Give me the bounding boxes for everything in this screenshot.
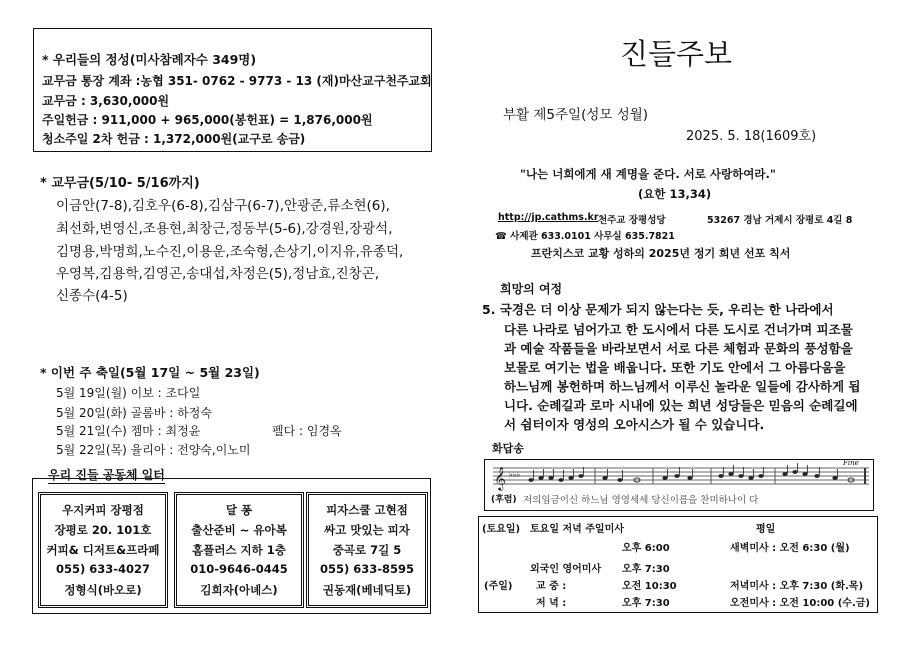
offering-tithe-total: 교무금 : 3,630,000원	[42, 94, 170, 108]
hope-line: 보물로 여기는 법을 배웁니다. 또한 기도 안에서 그 아름다움을	[504, 360, 846, 375]
gospel-reference: (요한 13,34)	[638, 187, 712, 201]
community-title: 우리 진들 공동체 일터	[48, 468, 165, 482]
tithe-line: 김명용,박명희,노수진,이용운,조숙형,손상기,이지유,유종덕,	[56, 244, 404, 260]
feast-line: 5월 20일(화) 골롬바 : 하정숙	[56, 406, 212, 420]
hope-line: 5. 국경은 더 이상 문제가 되지 않는다는 듯, 우리는 한 나라에서	[482, 302, 834, 317]
tithe-line: 우영복,김용학,김영곤,송대섭,차정은(5),정남효,진창곤,	[56, 266, 380, 282]
bulletin-title: 진들주보	[620, 37, 733, 71]
weekday-evening: 저녁미사 : 오후 7:30 (화.목)	[730, 581, 864, 592]
sun-label: (주일)	[484, 581, 513, 592]
hope-line: 니다. 순례길과 로마 시내에 있는 희년 성당들은 믿음의 순례길에	[504, 398, 858, 413]
psalm-fine: Fine	[843, 459, 859, 467]
feast-line: 5월 19일(월) 이보 : 조다일	[56, 386, 201, 400]
parish-address: 53267 경남 거제시 장평로 4길 8	[707, 215, 853, 226]
morning-mass: 교 중 :	[536, 581, 567, 592]
hope-line: 다른 나라로 넘어가고 한 도시에서 다른 도시로 건너가며 피조물	[504, 322, 853, 337]
hope-title: 희망의 여정	[500, 282, 563, 296]
gospel-quote: "나는 너희에게 새 계명을 준다. 서로 사랑하여라."	[520, 167, 776, 181]
feast-line: 5월 22일(목) 율리아 : 전양숙,이노미	[56, 443, 251, 457]
offering-second: 청소주일 2차 헌금 : 1,372,000원(교구로 송금)	[42, 132, 306, 146]
workplace-box-pizza: 피자스쿨 고현점 싸고 맛있는 피자 중곡로 7길 5 055) 633-8595 권동재(베네딕토)	[306, 492, 428, 608]
feast-line: 5월 21일(수) 젬마 : 최정윤	[56, 424, 201, 438]
liturgy-name: 부활 제5주일(성모 성월)	[503, 107, 649, 123]
foreign-time: 오후 7:30	[622, 564, 670, 575]
svg-text:𝄞: 𝄞	[494, 466, 506, 490]
foreign-mass: 외국인 영어미사	[530, 564, 602, 575]
parish-phone: ☎ 사제관 633.0101 사무실 635.7821	[495, 231, 675, 242]
parish-name: 천주교 장평성당	[598, 215, 666, 226]
hope-line: 서 쉼터이자 영성의 오아시스가 될 수 있습니다.	[504, 417, 765, 432]
papal-bull-title: 프란치스코 교황 성하의 2025년 정기 희년 선포 칙서	[531, 247, 791, 260]
sat-mass: 토요일 저녁 주일미사	[530, 524, 624, 535]
psalm-refrain-label: (후렴)	[491, 495, 517, 505]
parish-url[interactable]: http://jp.cathms.kr	[498, 212, 599, 223]
svg-text:♭♭♭: ♭♭♭	[509, 470, 521, 479]
psalm-title: 화답송	[492, 442, 524, 455]
weekday-title: 평일	[756, 524, 776, 535]
hope-line: 하느님께 봉헌하며 하느님께서 이루신 놀라운 일들에 감사하게 됩	[504, 379, 861, 394]
offering-title: * 우리들의 정성(미사참례자수 349명)	[42, 52, 257, 67]
offering-account: 교무금 통장 계좌 :농협 351- 0762 - 9773 - 13 (재)마산교구천주교회	[42, 74, 432, 88]
workplace-box-coffee: 우지커피 장평점 장평로 20. 101호 커피& 디저트&프라페 055) 633-4027 정형식(바오로)	[38, 492, 168, 608]
workplace-box-baby: 달 퐁 출산준비 ~ 유아복 홈플러스 지하 1층 010-9646-0445 김희자(아녜스)	[174, 492, 304, 608]
tithe-line: 이금안(7-8),김호우(6-8),김삼구(6-7),안광준,류소현(6),	[56, 198, 390, 214]
bulletin-date: 2025. 5. 18(1609호)	[686, 129, 817, 144]
hope-line: 과 예술 작품들을 바라보면서 서로 다른 체험과 문화의 풍성함을	[504, 341, 853, 356]
weekday-morning: 오전미사 : 오전 10:00 (수.금)	[730, 598, 870, 609]
sat-time: 오후 6:00	[622, 543, 670, 554]
feast-extra: 펠다 : 임경옥	[272, 424, 342, 438]
psalm-lyrics: 저의임금이신 하느님 영영세세 당신이름을 찬미하나이 다	[523, 495, 759, 506]
offering-sunday: 주일헌금 : 911,000 + 965,000(봉헌표) = 1,876,000원	[42, 113, 373, 127]
sat-label: (토요일)	[482, 524, 521, 535]
night-mass: 저 녁 :	[536, 598, 567, 609]
night-time: 오후 7:30	[622, 598, 670, 609]
morning-time: 오전 10:30	[622, 581, 677, 592]
tithe-line: 최선화,변영신,조용현,최창근,정동부(5-6),강경원,장광석,	[56, 221, 393, 237]
feast-title: * 이번 주 축일(5월 17일 ~ 5월 23일)	[40, 365, 260, 380]
psalm-music-box	[484, 459, 874, 511]
tithe-line: 신종수(4-5)	[56, 288, 128, 304]
tithe-title: * 교무금(5/10- 5/16까지)	[40, 176, 200, 191]
dawn-mass: 새벽미사 : 오전 6:30 (월)	[730, 543, 850, 554]
